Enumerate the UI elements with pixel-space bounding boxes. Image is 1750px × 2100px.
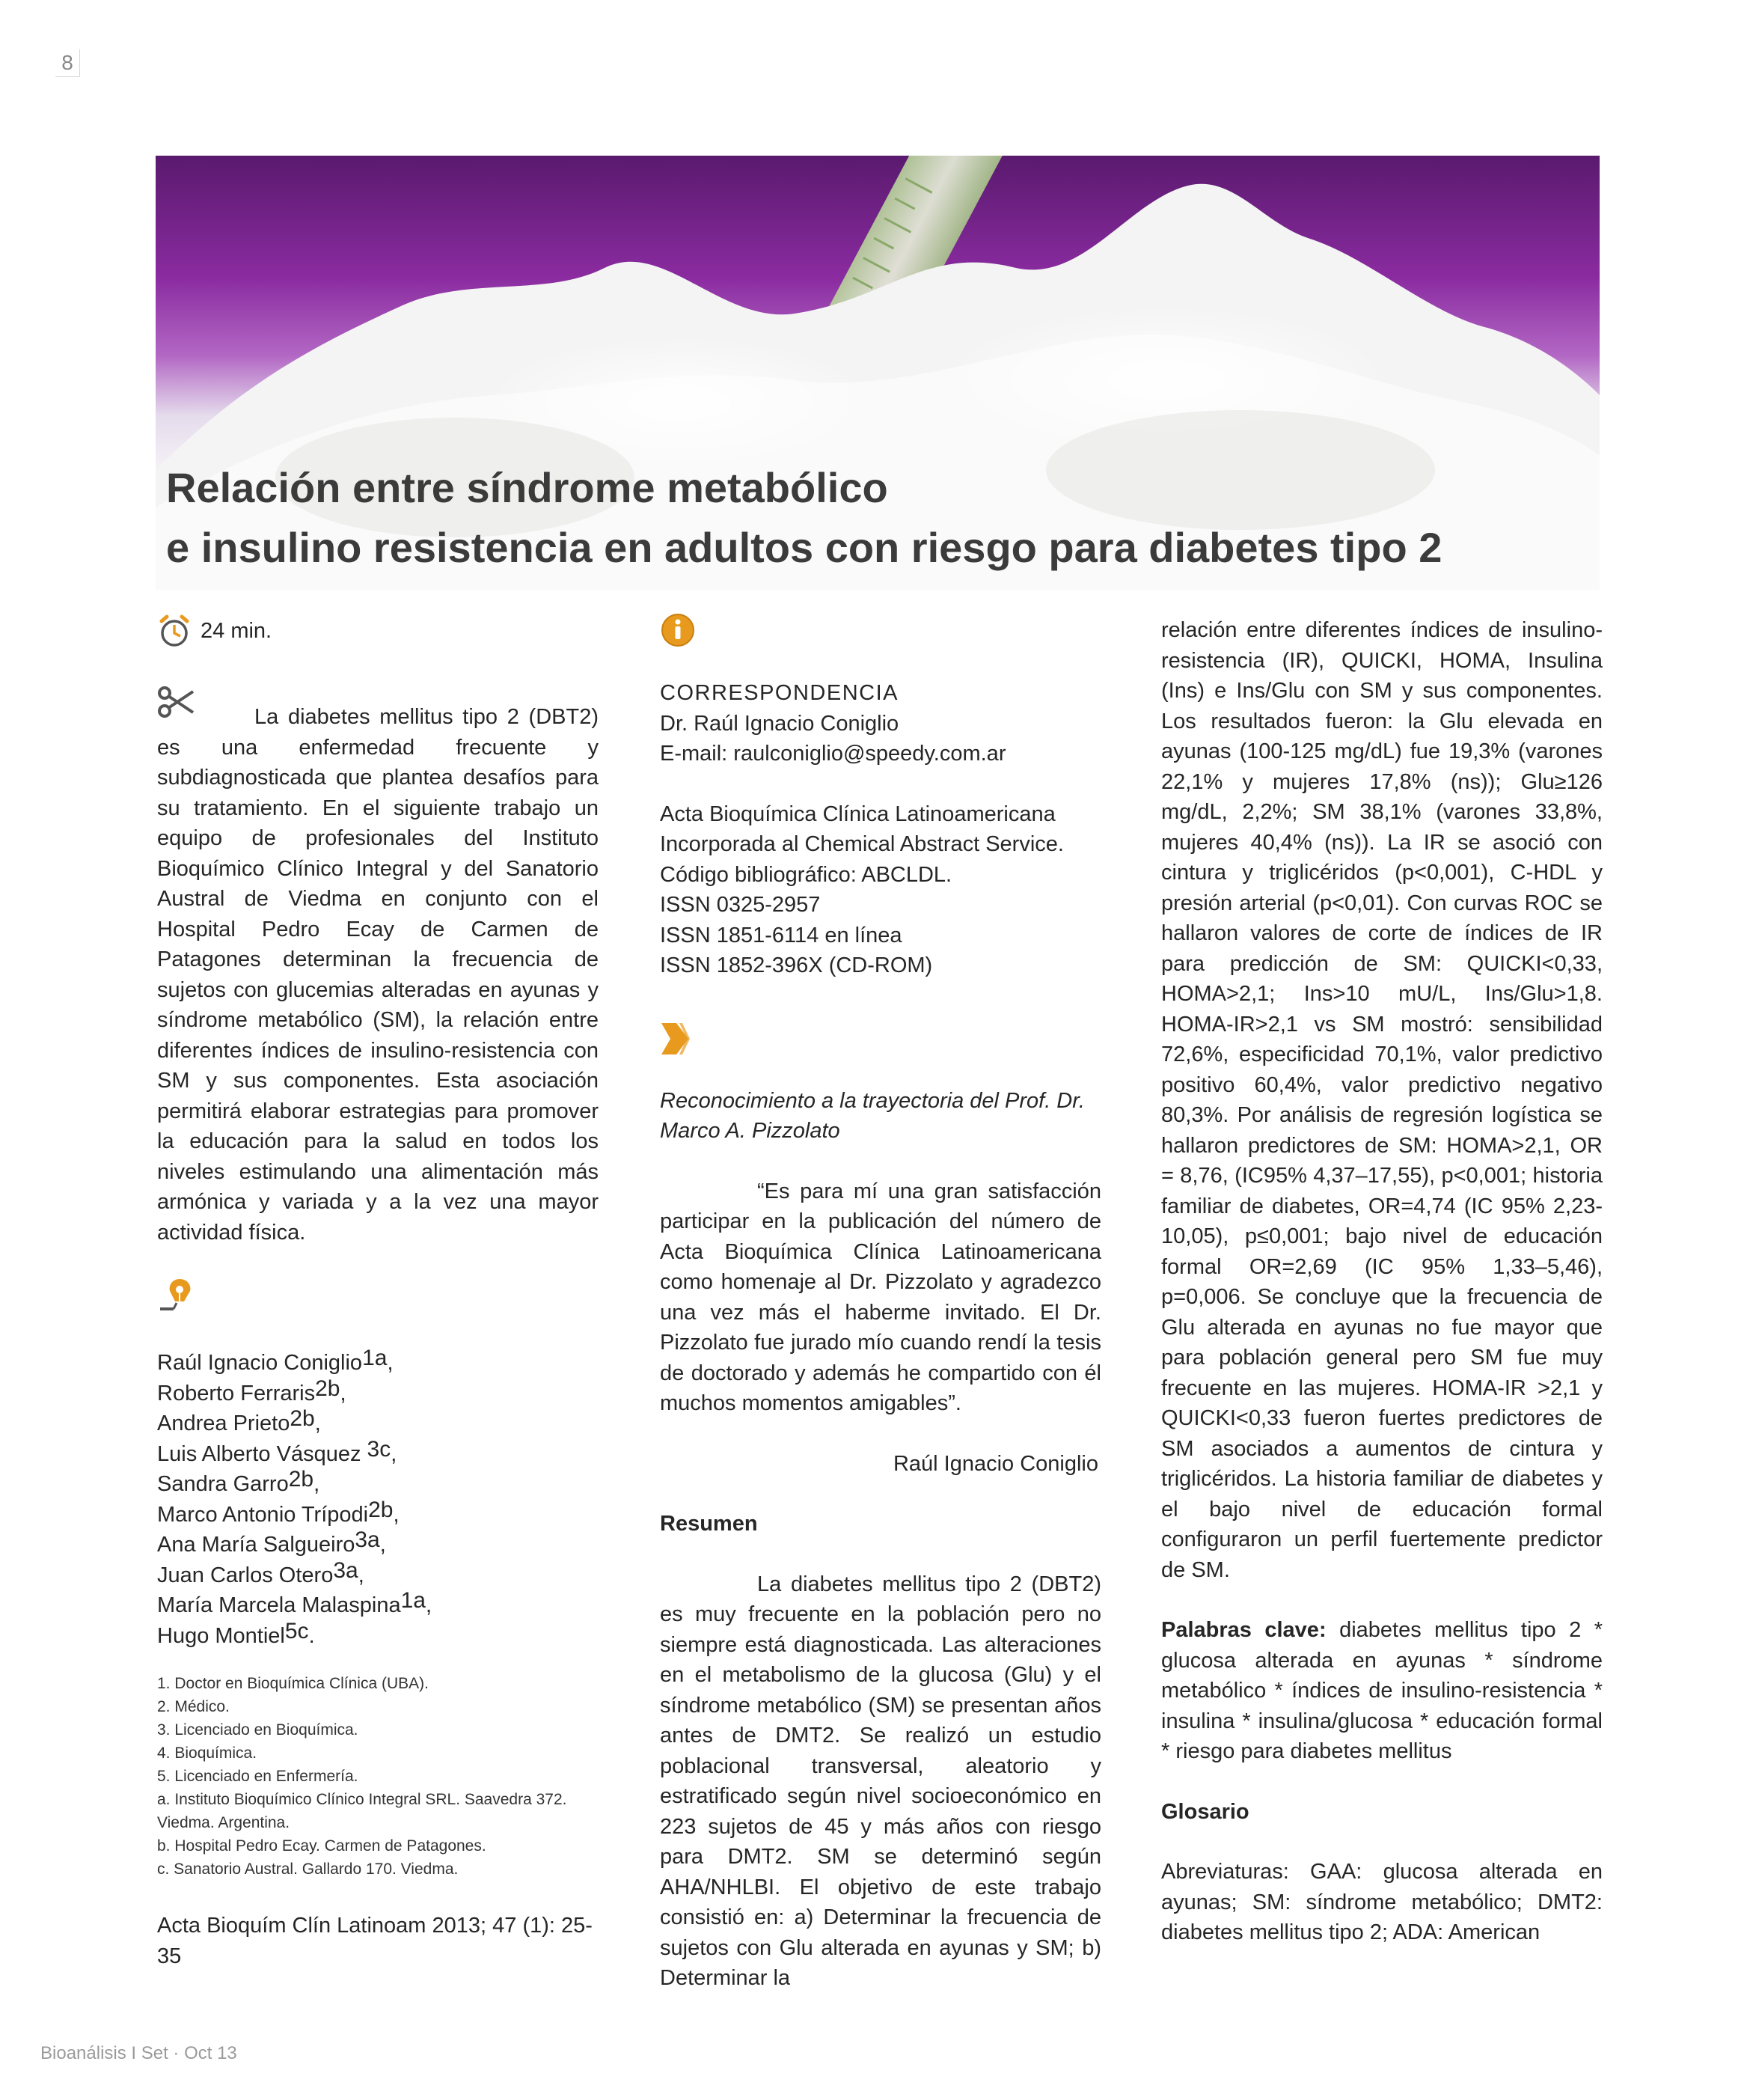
read-time-text: 24 min. bbox=[201, 618, 272, 643]
article-title bbox=[166, 458, 1442, 578]
author-item: Raúl Ignacio Coniglio$^{1a}$, bbox=[157, 1346, 394, 1375]
journal-line: ISSN 0325-2957 bbox=[660, 893, 821, 917]
journal-line: Acta Bioquímica Clínica Latinoamericana bbox=[660, 802, 1056, 826]
author-item: María Marcela Malaspina$^{1a}$, bbox=[157, 1588, 432, 1617]
pen-nib-icon bbox=[157, 1276, 198, 1315]
keywords-label: Palabras clave: bbox=[1161, 1618, 1327, 1642]
affiliation-item: 2. Médico. bbox=[157, 1698, 230, 1715]
glosario-heading: Glosario bbox=[1161, 1799, 1249, 1824]
keywords bbox=[1161, 1615, 1603, 1767]
keywords-text: diabetes mellitus tipo 2 * glucosa alterada en ayunas * síndrome metabólico * índices de insulino-resistencia * insulina * insulina/glucosa * educación formal * riesgo para diabetes mellitus bbox=[1161, 1618, 1603, 1763]
resumen-continuation: relación entre diferentes índices de insulino-resistencia (IR), QUICKI, HOMA, Insulina (Ins) e Ins/Glu con SM y sus componentes. Los resultados fueron: la Glu elevada en ayunas (100-125 mg/dL) fue 19,3% (varones 22,1% y mujeres 17,8% (ns)); Glu≥126 mg/dL, 2,2%; SM 38,1% (varones 33,8%, mujeres 40,4% (ns)). La IR se asoció con cintura y triglicéridos (p<0,001), C-HDL y presión arterial (p<0,01). Con curvas ROC se hallaron valores de corte de índices de IR para predicción de SM: QUICKI<0,33, HOMA>2,1; Ins>10 mU/L, Ins/Glu>1,8. HOMA-IR>2,1 vs SM mostró: sensibilidad 72,6%, especificidad 70,1%, valor predictivo positivo 60,4%, valor predictivo negativo 80,3%. Por análisis de regresión logística se hallaron predictores de SM: HOMA>2,1, OR = 8,76, (IC95% 4,37–17,55), p<0,001; historia familiar de diabetes, OR=4,74 (IC 95% 2,23-10,05), p≤0,001; bajo nivel de educación formal OR=2,69 (IC 95% 1,33–5,46), p=0,006. Se concluye que la frecuencia de Glu alterada en ayunas no fue mayor que para población general pero SM fue muy frecuente en las mujeres. HOMA-IR >2,1 y QUICKI<0,33 fueron fuertes predictores de SM asociados a aumentos de cintura y triglicéridos. La historia familiar de diabetes y el bajo nivel de educación formal configuraron un perfil fuertemente predictor de SM. bbox=[1161, 618, 1603, 1582]
alarm-clock-icon bbox=[157, 614, 192, 648]
info-icon bbox=[660, 612, 696, 648]
journal-line: Código bibliográfico: ABCLDL. bbox=[660, 862, 952, 887]
resumen-heading: Resumen bbox=[660, 1512, 758, 1536]
affiliation-item: a. Instituto Bioquímico Clínico Integral SRL. Saavedra 372. Viedma. Argentina. bbox=[157, 1791, 567, 1831]
affiliation-item: 1. Doctor en Bioquímica Clínica (UBA). bbox=[157, 1675, 429, 1692]
author-item: Roberto Ferraris$^{2b}$, bbox=[157, 1376, 346, 1405]
title-line-2: e insulino resistencia en adultos con riesgo para diabetes tipo 2 bbox=[166, 524, 1442, 571]
citation: Acta Bioquím Clín Latinoam 2013; 47 (1): 25-35 bbox=[157, 1914, 593, 1968]
journal-info bbox=[660, 799, 1101, 981]
page-footer: Bioanálisis I Set · Oct 13 bbox=[40, 2043, 237, 2063]
scissors-icon bbox=[157, 686, 195, 718]
title-line-1: Relación entre síndrome metabólico bbox=[166, 464, 888, 511]
author-item: Ana María Salgueiro$^{3a}$, bbox=[157, 1527, 386, 1557]
recognition-title: Reconocimiento a la trayectoria del Prof. Dr. Marco A. Pizzolato bbox=[660, 1088, 1085, 1143]
affiliation-list bbox=[157, 1672, 599, 1881]
scissors-wrap bbox=[157, 686, 195, 718]
author-item: Marco Antonio Trípodi$^{2b}$, bbox=[157, 1497, 400, 1527]
arrow-bookmark-icon bbox=[660, 1020, 691, 1057]
author-item: Sandra Garro$^{2b}$, bbox=[157, 1467, 320, 1496]
affiliation-item: c. Sanatorio Austral. Gallardo 170. Viedma. bbox=[157, 1861, 459, 1878]
quote: “Es para mí una gran satisfacción participar en la publicación del número de Acta Bioquímica Clínica Latinoamericana como homenaje al Dr. Pizzolato y agradezco una vez más el haberme invitado. El Dr. Pizzolato fue jurado mío cuando rendí la tesis de doctorado y además he compartido con él muchos momentos amigables”. bbox=[660, 1179, 1101, 1415]
correspondence-name: Dr. Raúl Ignacio Coniglio bbox=[660, 711, 899, 736]
author-item: Andrea Prieto$^{2b}$, bbox=[157, 1406, 321, 1435]
column-left bbox=[157, 612, 599, 1971]
affiliation-item: b. Hospital Pedro Ecay. Carmen de Patagones. bbox=[157, 1837, 486, 1855]
author-list bbox=[157, 1348, 599, 1651]
correspondence-label: CORRESPONDENCIA bbox=[660, 681, 899, 705]
affiliation-item: 5. Licenciado en Enfermería. bbox=[157, 1768, 358, 1785]
correspondence-email[interactable]: E-mail: raulconiglio@speedy.com.ar bbox=[660, 742, 1006, 766]
glosario-text: Abreviaturas: GAA: glucosa alterada en ayunas; SM: síndrome metabólico; DMT2: diabetes mellitus tipo 2; ADA: American bbox=[1161, 1860, 1603, 1944]
journal-line: ISSN 1852-396X (CD-ROM) bbox=[660, 953, 933, 977]
read-time bbox=[157, 612, 599, 650]
affiliation-item: 3. Licenciado en Bioquímica. bbox=[157, 1721, 358, 1739]
column-middle bbox=[660, 612, 1101, 1994]
journal-line: Incorporada al Chemical Abstract Service. bbox=[660, 832, 1064, 856]
author-item: Juan Carlos Otero$^{3a}$, bbox=[157, 1557, 364, 1587]
author-item: Hugo Montiel$^{5c}$. bbox=[157, 1618, 315, 1648]
resumen-paragraph: La diabetes mellitus tipo 2 (DBT2) es muy frecuente en la población pero no siempre está diagnosticada. Las alteraciones en el metabolismo de la glucosa (Glu) y el síndrome metabólico (SM) se presentan años antes de DMT2. Se realizó un estudio poblacional transversal, aleatorio y estratificado según nivel socioeconómico en 223 sujetos de 45 y más años con riesgo para DMT2. SM se determinó según AHA/NHLBI. El objetivo de este trabajo consistió en: a) Determinar la frecuencia de sujetos con Glu alterada en ayunas y SM; b) Determinar la bbox=[660, 1572, 1101, 1990]
affiliation-item: 4. Bioquímica. bbox=[157, 1745, 257, 1762]
intro-paragraph: La diabetes mellitus tipo 2 (DBT2) es una enfermedad frecuente y subdiagnosticada que plantea desafíos para su tratamiento. En el siguiente trabajo un equipo de profesionales del Instituto Bioquímico Clínico Integral y del Sanatorio Austral de Viedma en conjunto con el Hospital Pedro Ecay de Carmen de Patagones determinan la frecuencia de sujetos con glucemias alteradas en ayunas y síndrome metabólico (SM), la relación entre diferentes índices de insulino-resistencia con SM y sus componentes. Esta asociación permitirá elaborar estrategias para promover la educación para la salud en todos los niveles estimulando una alimentación más armónica y variada y a la vez una mayor actividad física. bbox=[157, 705, 599, 1245]
journal-line: ISSN 1851-6114 en línea bbox=[660, 923, 902, 947]
authors-icon-wrap bbox=[157, 1276, 599, 1318]
page-number: 8 bbox=[55, 49, 80, 77]
author-item: Luis Alberto Vásquez $^{3c}$, bbox=[157, 1436, 397, 1466]
quote-author: Raúl Ignacio Coniglio bbox=[893, 1451, 1098, 1476]
column-right bbox=[1161, 615, 1603, 1948]
